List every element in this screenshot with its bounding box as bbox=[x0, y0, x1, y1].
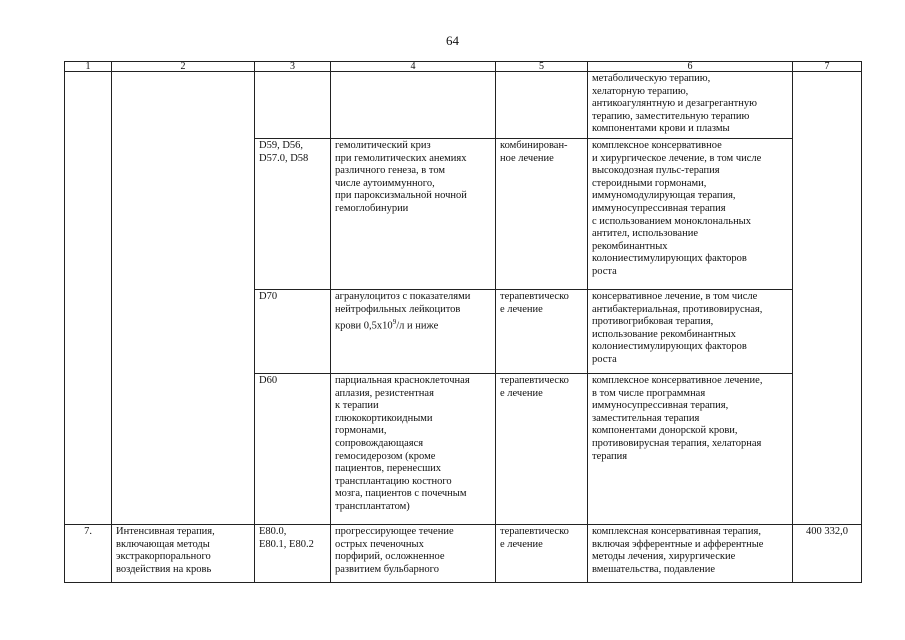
cell-disease: гемолитический криз при гемолитических анемиях различного генеза, в том числе аутоиммунного, при пароксизмальной ночной гемоглобинурии bbox=[331, 139, 496, 290]
col-header-7: 7 bbox=[793, 62, 862, 72]
exponent: 9 bbox=[392, 318, 397, 327]
table-row bbox=[65, 72, 862, 139]
col-header-3: 3 bbox=[255, 62, 331, 72]
cell-cost-cont bbox=[793, 72, 862, 525]
cell-number-cont bbox=[65, 72, 112, 525]
col-header-1: 1 bbox=[65, 62, 112, 72]
disease-text-part: /л и ниже bbox=[396, 320, 439, 332]
cell-codes bbox=[255, 72, 331, 139]
cell-cost: 400 332,0 bbox=[793, 525, 862, 583]
cell-treatment-type: терапевтическо е лечение bbox=[496, 290, 588, 374]
col-header-2: 2 bbox=[112, 62, 255, 72]
cell-method: комплексное консервативное лечение, в том числе программная иммуносупрессивная терапия, заместительная терапия компонентами донорской крови, противовирусная терапия, хелаторная терапия bbox=[588, 374, 793, 525]
cell-method: метаболическую терапию, хелаторную терапию, антикоагулянтную и дезагрегантную терапию, заместительную терапию компонентами крови и плазмы bbox=[588, 72, 793, 139]
table-row bbox=[65, 525, 862, 583]
cell-treatment-type: терапевтическо е лечение bbox=[496, 374, 588, 525]
cell-codes: E80.0, E80.1, E80.2 bbox=[255, 525, 331, 583]
cell-treatment-type: комбинирован- ное лечение bbox=[496, 139, 588, 290]
document-table bbox=[64, 61, 862, 583]
cell-codes: D59, D56, D57.0, D58 bbox=[255, 139, 331, 290]
cell-group-cont bbox=[112, 72, 255, 525]
cell-disease: парциальная красноклеточная аплазия, резистентная к терапии глюкокортикоидными гормонами, сопровождающаяся гемосидерозом (кроме пациентов, перенесших трансплантацию костного мозга, пациентов с почечным трансплантатом) bbox=[331, 374, 496, 525]
cell-method: комплексная консервативная терапия, включая эфферентные и афферентные методы лечения, хирургические вмешательства, подавление bbox=[588, 525, 793, 583]
cell-group-name: Интенсивная терапия, включающая методы экстракорпорального воздействия на кровь bbox=[112, 525, 255, 583]
cell-codes: D70 bbox=[255, 290, 331, 374]
cell-treatment-type: терапевтическо е лечение bbox=[496, 525, 588, 583]
cell-treatment-type bbox=[496, 72, 588, 139]
cell-method: консервативное лечение, в том числе антибактериальная, противовирусная, противогрибковая терапия, использование рекомбинантных колониестимулирующих факторов роста bbox=[588, 290, 793, 374]
cell-codes: D60 bbox=[255, 374, 331, 525]
col-header-4: 4 bbox=[331, 62, 496, 72]
col-header-5: 5 bbox=[496, 62, 588, 72]
disease-text-part: агранулоцитоз с показателями нейтрофильных лейкоцитов крови 0,5x10 bbox=[335, 291, 471, 332]
page-number: 64 bbox=[446, 33, 459, 48]
cell-method: комплексное консервативное и хирургическое лечение, в том числе высокодозная пульс-терапия стероидными гормонами, иммуномодулирующая терапия, иммуносупрессивная терапия с использованием моноклональных антител, использование рекомбинантных колониестимулирующих факторов роста bbox=[588, 139, 793, 290]
cell-disease bbox=[331, 290, 496, 374]
cell-number: 7. bbox=[65, 525, 112, 583]
cell-disease bbox=[331, 72, 496, 139]
cell-disease: прогрессирующее течение острых печеночных порфирий, осложненное развитием бульбарного bbox=[331, 525, 496, 583]
col-header-6: 6 bbox=[588, 62, 793, 72]
header-row bbox=[65, 62, 862, 72]
